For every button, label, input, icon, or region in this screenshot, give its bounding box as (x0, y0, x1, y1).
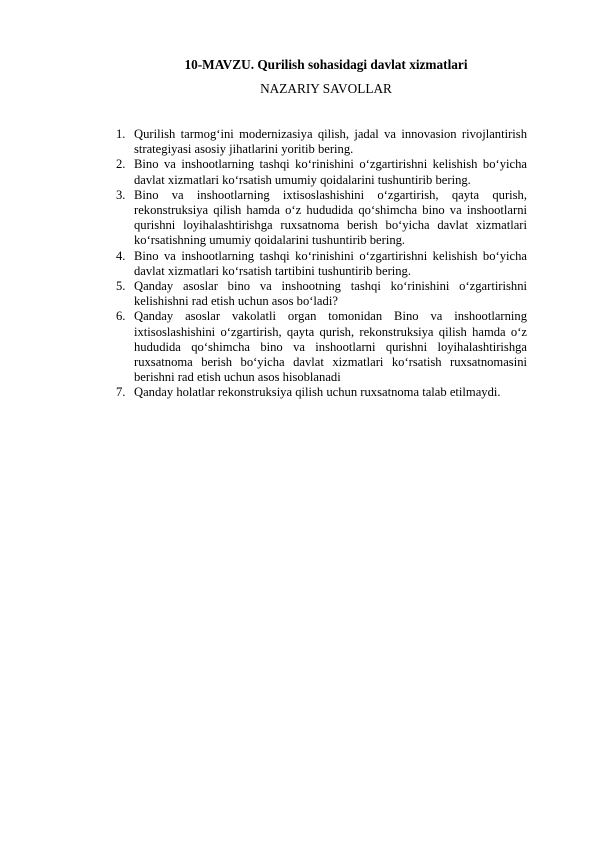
question-number: 2. (116, 157, 126, 172)
question-text: Qanday asoslar vakolatli organ tomonidan Bino va inshootlarning ixtisoslashishini o‘zgartirish, qayta qurish, rekonstruksiya qilish hamda o‘z hududida qo‘shimcha bino va inshootlarni qurishni loyihalashtirishga ruxsatnoma berish bo‘yicha davlat xizmatlari ko‘rsatish ruxsatnomasini berishni rad etish uchun asos hisoblanadi (134, 309, 527, 385)
question-number: 5. (116, 279, 126, 294)
question-text: Qanday asoslar bino va inshootning tashqi ko‘rinishini o‘zgartirishni kelishishni rad etish uchun asos bo‘ladi? (134, 279, 527, 309)
question-text: Qurilish tarmog‘ini modernizasiya qilish, jadal va innovasion rivojlantirish strategiyasi asosiy jihatlarini yoritib bering. (134, 127, 527, 157)
question-item-2 (116, 157, 527, 187)
question-number: 3. (116, 187, 126, 202)
question-number: 4. (116, 248, 126, 263)
question-text: Qanday holatlar rekonstruksiya qilish uchun ruxsatnoma talab etilmaydi. (134, 385, 501, 400)
question-text: Bino va inshootlarning tashqi ko‘rinishini o‘zgartirishni kelishish bo‘yicha davlat xizmatlari ko‘rsatish umumiy qoidalarini tushuntirib bering. (134, 157, 527, 187)
question-text: Bino va inshootlarning ixtisoslashishini o‘zgartirish, qayta qurish, rekonstruksiya qilish hamda o‘z hududida qo‘shimcha bino va inshootlarni qurishni loyihalashtirishga ruxsatnoma berish bo‘yicha davlat xizmatlari ko‘rsatishning umumiy qoidalarini tushuntirib bering. (134, 187, 527, 248)
question-item-5 (116, 279, 527, 309)
section-heading: NAZARIY SAVOLLAR (260, 81, 392, 96)
question-text: Bino va inshootlarning tashqi ko‘rinishini o‘zgartirishni kelishish bo‘yicha davlat xizmatlari ko‘rsatish tartibini tushuntirib bering. (134, 248, 527, 278)
question-item-3 (116, 188, 527, 249)
question-item-7 (116, 385, 527, 400)
question-item-6 (116, 309, 527, 385)
question-number: 6. (116, 309, 126, 324)
document-title: 10-MAVZU. Qurilish sohasidagi davlat xizmatlari (184, 57, 468, 72)
question-list (116, 127, 527, 401)
question-number: 1. (116, 127, 126, 141)
question-item-4 (116, 249, 527, 279)
question-item-1 (116, 127, 527, 157)
question-number: 7. (116, 385, 126, 400)
